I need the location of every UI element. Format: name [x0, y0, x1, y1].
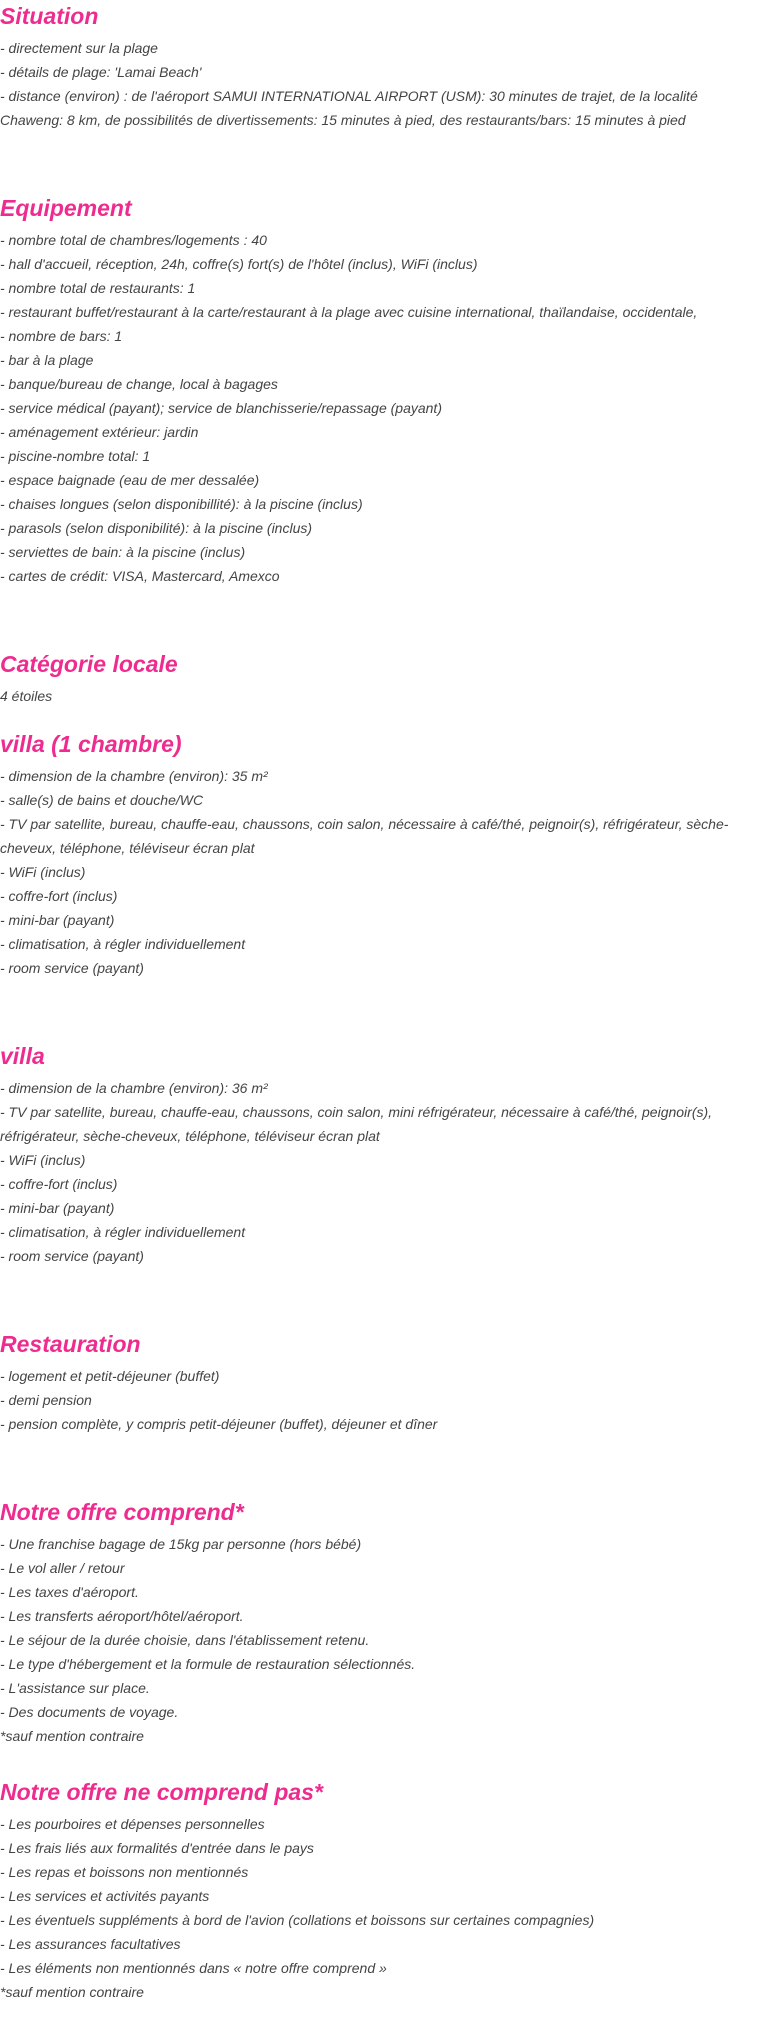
list-item: - salle(s) de bains et douche/WC — [0, 792, 204, 808]
list-item: - room service (payant) — [0, 960, 144, 976]
section-categorie-locale — [0, 648, 758, 708]
section-offre-ne-comprend-pas — [0, 1776, 758, 2004]
list-item: - pension complète, y compris petit-déjeuner (buffet), déjeuner et dîner — [0, 1416, 438, 1432]
list-item: - directement sur la plage — [0, 40, 158, 56]
list-item: - mini-bar (payant) — [0, 1200, 115, 1216]
list-item: - nombre de bars: 1 — [0, 328, 123, 344]
list-item: - distance (environ) : de l'aéroport SAMUI INTERNATIONAL AIRPORT (USM): 30 minutes de trajet, de la localité Chaweng: 8 km, de possibilités de divertissements: 15 minutes à pied, des restaurants/bars: 15 minutes à pied — [0, 88, 698, 128]
section-title-situation: Situation — [0, 3, 99, 29]
list-item: - espace baignade (eau de mer dessalée) — [0, 472, 260, 488]
list-item: - bar à la plage — [0, 352, 94, 368]
list-item: - nombre total de restaurants: 1 — [0, 280, 196, 296]
list-item: - WiFi (inclus) — [0, 864, 86, 880]
list-item: - service médical (payant); service de blanchisserie/repassage (payant) — [0, 400, 442, 416]
section-offre-comprend — [0, 1496, 758, 1748]
list-item: - banque/bureau de change, local à bagages — [0, 376, 278, 392]
list-item: - mini-bar (payant) — [0, 912, 115, 928]
list-item: - Des documents de voyage. — [0, 1704, 179, 1720]
list-item: - cartes de crédit: VISA, Mastercard, Amexco — [0, 568, 280, 584]
list-item: - Les éventuels suppléments à bord de l'avion (collations et boissons sur certaines compagnies) — [0, 1912, 595, 1928]
spacer — [0, 708, 758, 728]
section-title-categorie-locale: Catégorie locale — [0, 651, 178, 677]
list-item: 4 étoiles — [0, 688, 53, 704]
list-item: - Les transferts aéroport/hôtel/aéroport. — [0, 1608, 244, 1624]
spacer — [0, 1436, 758, 1496]
spacer — [0, 980, 758, 1040]
section-situation — [0, 0, 758, 132]
list-item: - Le type d'hébergement et la formule de restauration sélectionnés. — [0, 1656, 416, 1672]
section-lines-situation — [0, 36, 758, 132]
section-title-villa-1-chambre: villa (1 chambre) — [0, 731, 182, 757]
list-item: - piscine-nombre total: 1 — [0, 448, 151, 464]
list-item: - Les pourboires et dépenses personnelles — [0, 1816, 265, 1832]
list-item: - Les éléments non mentionnés dans « notre offre comprend » — [0, 1960, 387, 1976]
section-lines-offre-comprend — [0, 1532, 758, 1748]
list-item: - Le vol aller / retour — [0, 1560, 125, 1576]
footnote: *sauf mention contraire — [0, 1984, 144, 2000]
list-item: - nombre total de chambres/logements : 40 — [0, 232, 267, 248]
section-villa-1-chambre — [0, 728, 758, 980]
footnote: *sauf mention contraire — [0, 1728, 144, 1744]
section-title-offre-ne-comprend-pas: Notre offre ne comprend pas* — [0, 1779, 323, 1805]
list-item: - WiFi (inclus) — [0, 1152, 86, 1168]
list-item: - Les assurances facultatives — [0, 1936, 181, 1952]
list-item: - Le séjour de la durée choisie, dans l'établissement retenu. — [0, 1632, 370, 1648]
list-item: - chaises longues (selon disponibillité): à la piscine (inclus) — [0, 496, 363, 512]
spacer — [0, 1748, 758, 1776]
list-item: - dimension de la chambre (environ): 36 m² — [0, 1080, 268, 1096]
list-item: - Une franchise bagage de 15kg par personne (hors bébé) — [0, 1536, 362, 1552]
spacer — [0, 588, 758, 648]
section-title-villa: villa — [0, 1043, 45, 1069]
section-villa — [0, 1040, 758, 1268]
list-item: - Les taxes d'aéroport. — [0, 1584, 139, 1600]
section-lines-villa-1-chambre — [0, 764, 758, 980]
list-item: - aménagement extérieur: jardin — [0, 424, 199, 440]
section-title-equipement: Equipement — [0, 195, 132, 221]
list-item: - Les frais liés aux formalités d'entrée dans le pays — [0, 1840, 314, 1856]
list-item: - parasols (selon disponibilité): à la piscine (inclus) — [0, 520, 313, 536]
list-item: - coffre-fort (inclus) — [0, 1176, 118, 1192]
list-item: - room service (payant) — [0, 1248, 144, 1264]
list-item: - L'assistance sur place. — [0, 1680, 150, 1696]
section-restauration — [0, 1328, 758, 1436]
list-item: - Les services et activités payants — [0, 1888, 210, 1904]
list-item: - coffre-fort (inclus) — [0, 888, 118, 904]
list-item: - climatisation, à régler individuellement — [0, 1224, 246, 1240]
section-lines-categorie-locale — [0, 684, 758, 708]
list-item: - demi pension — [0, 1392, 92, 1408]
list-item: - TV par satellite, bureau, chauffe-eau, chaussons, coin salon, nécessaire à café/thé, peignoir(s), réfrigérateur, sèche-cheveux, téléphone, téléviseur écran plat — [0, 816, 729, 856]
list-item: - climatisation, à régler individuellement — [0, 936, 246, 952]
list-item: - dimension de la chambre (environ): 35 m² — [0, 768, 268, 784]
section-lines-villa — [0, 1076, 758, 1268]
list-item: - hall d'accueil, réception, 24h, coffre(s) fort(s) de l'hôtel (inclus), WiFi (inclus) — [0, 256, 478, 272]
section-lines-equipement — [0, 228, 758, 588]
list-item: - détails de plage: 'Lamai Beach' — [0, 64, 202, 80]
section-lines-restauration — [0, 1364, 758, 1436]
list-item: - logement et petit-déjeuner (buffet) — [0, 1368, 220, 1384]
list-item: - restaurant buffet/restaurant à la carte/restaurant à la plage avec cuisine international, thaïlandaise, occidentale, — [0, 304, 698, 320]
spacer — [0, 1268, 758, 1328]
section-title-restauration: Restauration — [0, 1331, 141, 1357]
list-item: - TV par satellite, bureau, chauffe-eau, chaussons, coin salon, mini réfrigérateur, nécessaire à café/thé, peignoir(s), réfrigérateur, sèche-cheveux, téléphone, téléviseur écran plat — [0, 1104, 713, 1144]
spacer — [0, 132, 758, 192]
section-title-offre-comprend: Notre offre comprend* — [0, 1499, 244, 1525]
section-lines-offre-ne-comprend-pas — [0, 1812, 758, 2004]
section-equipement — [0, 192, 758, 588]
list-item: - Les repas et boissons non mentionnés — [0, 1864, 249, 1880]
list-item: - serviettes de bain: à la piscine (inclus) — [0, 544, 246, 560]
